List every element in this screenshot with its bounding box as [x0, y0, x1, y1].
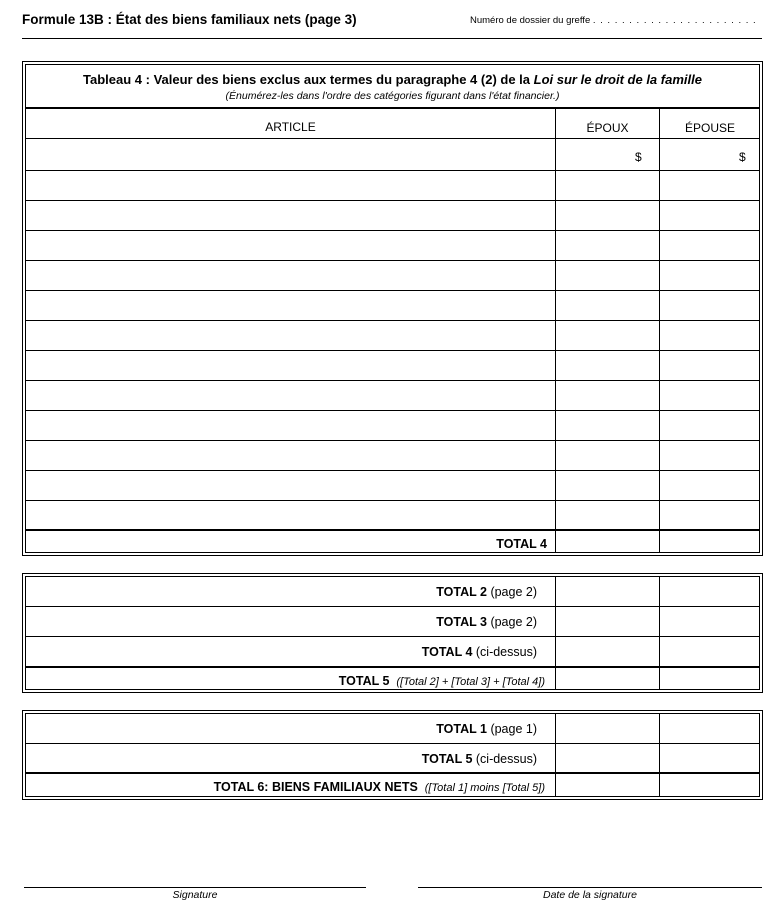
row-rule — [26, 350, 759, 351]
table4-law-name: Loi sur le droit de la famille — [533, 72, 702, 87]
column-divider-article — [555, 714, 556, 796]
total6-rule — [26, 772, 759, 774]
total4-label: TOTAL 4 — [496, 537, 547, 551]
currency-symbol-epouse: $ — [739, 150, 746, 164]
column-header-article: ARTICLE — [265, 120, 316, 134]
signature-date-label: Date de la signature — [543, 889, 637, 901]
total3-label: TOTAL 3 (page 2) — [436, 615, 537, 629]
row-rule — [26, 440, 759, 441]
summary2-outer-frame — [22, 710, 763, 800]
column-header-epouse: ÉPOUSE — [684, 121, 735, 135]
table4-title: Tableau 4 : Valeur des biens exclus aux termes du paragraphe 4 (2) de la Loi sur le droit de la famille — [83, 72, 702, 87]
currency-symbol-epoux: $ — [635, 150, 642, 164]
total1-label: TOTAL 1 (page 1) — [436, 722, 537, 736]
column-divider-article — [555, 577, 556, 689]
total4-rule — [26, 529, 759, 531]
row-rule — [26, 260, 759, 261]
row-rule — [26, 380, 759, 381]
total5-summary-label: TOTAL 5 (ci-dessus) — [421, 752, 537, 766]
total5-rule — [26, 666, 759, 668]
total6-label: TOTAL 6: BIENS FAMILIAUX NETS ([Total 1] moins [Total 5]) — [213, 780, 545, 794]
row-rule — [26, 743, 759, 744]
row-rule — [26, 606, 759, 607]
column-divider-article — [555, 107, 556, 552]
row-rule — [26, 170, 759, 171]
table4-frame — [25, 64, 760, 553]
table4-subtitle: (Énumérez-les dans l'ordre des catégories figurant dans l'état financier.) — [225, 90, 560, 102]
table4-outer-frame — [22, 61, 763, 556]
row-rule — [26, 410, 759, 411]
total4-summary-label: TOTAL 4 (ci-dessus) — [421, 645, 537, 659]
summary1-frame — [25, 576, 760, 690]
row-rule — [26, 200, 759, 201]
summary1-outer-frame — [22, 573, 763, 693]
column-divider-spouses — [659, 577, 660, 689]
column-header-epoux: ÉPOUX — [586, 121, 629, 135]
summary2-frame — [25, 713, 760, 797]
column-divider-spouses — [659, 714, 660, 796]
total5-label: TOTAL 5 ([Total 2] + [Total 3] + [Total 4]) — [338, 674, 545, 688]
signature-date-line[interactable] — [418, 887, 762, 888]
table4-header-rule — [26, 138, 759, 139]
row-rule — [26, 320, 759, 321]
row-rule — [26, 500, 759, 501]
signature-line[interactable] — [24, 887, 366, 888]
row-rule — [26, 230, 759, 231]
total2-label: TOTAL 2 (page 2) — [436, 585, 537, 599]
file-number-field[interactable] — [470, 15, 757, 26]
column-divider-spouses — [659, 107, 660, 552]
row-rule — [26, 470, 759, 471]
header-rule — [22, 38, 762, 39]
signature-label: Signature — [172, 889, 218, 901]
table4-title-rule — [26, 107, 759, 109]
row-rule — [26, 290, 759, 291]
file-number-dots: . . . . . . . . . . . . . . . . . . . . . . . — [592, 15, 757, 26]
row-rule — [26, 636, 759, 637]
form-title: Formule 13B : État des biens familiaux nets (page 3) — [22, 12, 357, 27]
file-number-label: Numéro de dossier du greffe — [470, 15, 591, 26]
